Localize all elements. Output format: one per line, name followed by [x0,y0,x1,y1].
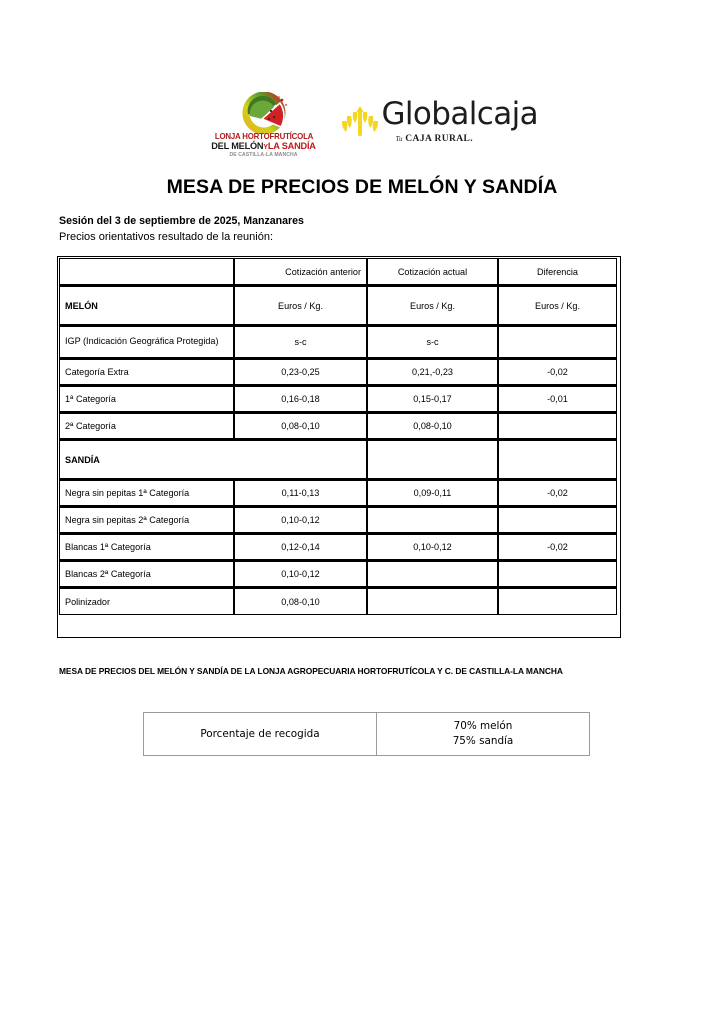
row-label-polinizador: Polinizador [59,588,234,615]
sandia-section-current-blank [367,440,498,480]
row-previous-categoria-extra: 0,23-0,25 [234,359,367,386]
row-current-segunda-categoria: 0,08-0,10 [367,413,498,440]
section-title-melon: MELÓN [59,286,234,326]
row-label-negra-sin-pepitas-1: Negra sin pepitas 1ª Categoría [59,480,234,507]
row-previous-segunda-categoria: 0,08-0,10 [234,413,367,440]
lonja-logo-text [210,133,318,158]
globalcaja-tagline-text: CAJA RURAL. [405,134,474,144]
price-table-container [59,258,617,615]
row-current-polinizador [367,588,498,615]
row-label-blancas-1: Blancas 1ª Categoría [59,534,234,561]
row-difference-polinizador [498,588,617,615]
percentage-table [143,712,590,756]
row-difference-negra-sin-pepitas-1: -0,02 [498,480,617,507]
footer-caption: MESA DE PRECIOS DEL MELÓN Y SANDÍA DE LA LONJA AGROPECUARIA HORTOFRUTÍCOLA Y C. DE CASTILLA-LA MANCHA [59,666,563,676]
percentage-sandia: 75% sandía [452,735,514,748]
globalcaja-wordmark: Globalcaja [381,96,539,132]
row-difference-igp [498,326,617,359]
units-melon-difference: Euros / Kg. [498,286,617,326]
row-difference-blancas-1: -0,02 [498,534,617,561]
globalcaja-wheat-icon [340,100,380,138]
table-row [59,386,617,413]
table-row-sandia-section [59,440,617,480]
page-title: MESA DE PRECIOS DE MELÓN Y SANDÍA [166,176,558,198]
row-current-negra-sin-pepitas-1: 0,09-0,11 [367,480,498,507]
header-diferencia: Diferencia [498,258,617,286]
row-current-igp: s-c [367,326,498,359]
row-previous-negra-sin-pepitas-1: 0,11-0,13 [234,480,367,507]
row-label-primera-categoria: 1ª Categoría [59,386,234,413]
table-row [59,507,617,534]
price-table [59,258,617,615]
row-previous-negra-sin-pepitas-2: 0,10-0,12 [234,507,367,534]
percentage-values [377,713,590,756]
table-row [59,359,617,386]
row-previous-polinizador: 0,08-0,10 [234,588,367,615]
sandia-section-difference-blank [498,440,617,480]
units-melon-current: Euros / Kg. [367,286,498,326]
row-previous-igp: s-c [234,326,367,359]
row-current-negra-sin-pepitas-2 [367,507,498,534]
row-label-negra-sin-pepitas-2: Negra sin pepitas 2ª Categoría [59,507,234,534]
row-label-segunda-categoria: 2ª Categoría [59,413,234,440]
session-line: Sesión del 3 de septiembre de 2025, Manzanares [59,215,304,227]
table-row [59,534,617,561]
lonja-logo [210,92,318,164]
row-label-blancas-2: Blancas 2ª Categoría [59,561,234,588]
table-row [59,326,617,359]
logo-row [0,92,724,166]
table-header-row [59,258,617,286]
row-previous-primera-categoria: 0,16-0,18 [234,386,367,413]
section-title-sandia: SANDÍA [59,440,367,480]
row-difference-negra-sin-pepitas-2 [498,507,617,534]
lonja-line1: LONJA HORTOFRUTÍCOLA [214,132,313,141]
lonja-line2 [210,142,318,151]
row-difference-blancas-2 [498,561,617,588]
row-label-categoria-extra: Categoría Extra [59,359,234,386]
table-row [59,588,617,615]
header-cotizacion-anterior: Cotización anterior [234,258,367,286]
orientativos-line: Precios orientativos resultado de la reunión: [59,231,274,243]
row-previous-blancas-2: 0,10-0,12 [234,561,367,588]
globalcaja-tagline [396,134,474,144]
lonja-line3: DE CASTILLA-LA MANCHA [229,151,298,158]
row-current-blancas-2 [367,561,498,588]
header-cotizacion-actual: Cotización actual [367,258,498,286]
globalcaja-logo [340,92,539,158]
lonja-line2-a: DEL MELÓN [211,141,264,152]
header-concept [59,258,234,286]
table-row [59,561,617,588]
percentage-table-row [144,713,590,756]
row-previous-blancas-1: 0,12-0,14 [234,534,367,561]
table-row [59,480,617,507]
table-row-melon-section [59,286,617,326]
row-current-primera-categoria: 0,15-0,17 [367,386,498,413]
lonja-line2-sep: Y [263,144,268,152]
percentage-label: Porcentaje de recogida [144,713,377,756]
percentage-melon: 70% melón [453,720,513,732]
globalcaja-tagline-prefix: Tu [395,135,403,143]
row-difference-primera-categoria: -0,01 [498,386,617,413]
row-current-categoria-extra: 0,21,-0,23 [367,359,498,386]
lonja-watermelon-emblem [236,92,292,134]
row-current-blancas-1: 0,10-0,12 [367,534,498,561]
lonja-line2-b: LA SANDÍA [267,141,316,152]
table-row [59,413,617,440]
row-difference-categoria-extra: -0,02 [498,359,617,386]
units-melon-previous: Euros / Kg. [234,286,367,326]
row-label-igp: IGP (Indicación Geográfica Protegida) [59,326,234,359]
row-difference-segunda-categoria [498,413,617,440]
